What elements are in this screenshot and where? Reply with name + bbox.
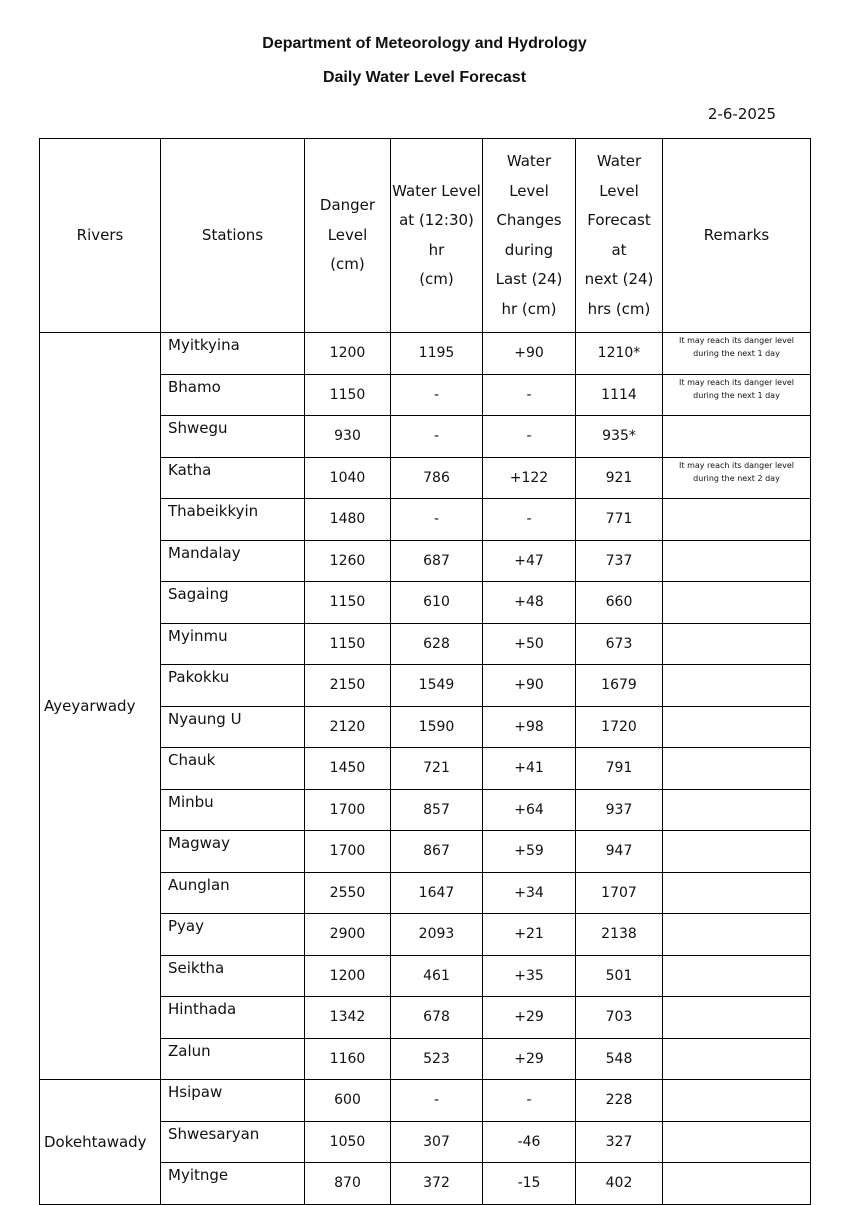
station-name: Seiktha: [161, 955, 305, 997]
remark-line: It may reach its danger level: [679, 460, 794, 470]
level-change-value: +90: [483, 333, 576, 375]
danger-level-value: 2150: [305, 665, 391, 707]
page-subtitle: Daily Water Level Forecast: [322, 69, 527, 86]
station-name: Aunglan: [161, 872, 305, 914]
danger-level-value: 870: [305, 1163, 391, 1205]
header-line: hrs (cm): [587, 299, 651, 318]
header-line: next (24): [584, 270, 654, 288]
forecast-value: 921: [576, 457, 663, 499]
forecast-value: 673: [576, 623, 663, 665]
water-level-value: 372: [391, 1163, 483, 1205]
remarks-cell: [663, 665, 811, 707]
station-name: Hinthada: [161, 997, 305, 1039]
remarks-cell: [663, 457, 811, 499]
forecast-value: 737: [576, 540, 663, 582]
water-level-value: 687: [391, 540, 483, 582]
col-header-remarks: Remarks: [663, 139, 811, 333]
station-name: Zalun: [161, 1038, 305, 1080]
remarks-cell: [663, 955, 811, 997]
danger-level-value: 2550: [305, 872, 391, 914]
level-change-value: +35: [483, 955, 576, 997]
header-line: Water: [506, 152, 552, 170]
remarks-cell: [663, 1163, 811, 1205]
danger-level-value: 1480: [305, 499, 391, 541]
remark-line: during the next 1 day: [693, 349, 780, 358]
forecast-value: 2138: [576, 914, 663, 956]
danger-level-value: 2120: [305, 706, 391, 748]
station-name: Pakokku: [161, 665, 305, 707]
station-name: Myinmu: [161, 623, 305, 665]
col-header-danger-level: [305, 139, 391, 333]
level-change-value: +21: [483, 914, 576, 956]
water-level-value: 678: [391, 997, 483, 1039]
header-line: Forecast: [587, 211, 651, 229]
station-name: Shwegu: [161, 416, 305, 458]
water-level-value: 1590: [391, 706, 483, 748]
river-name: Ayeyarwady: [40, 333, 161, 1080]
station-name: Nyaung U: [161, 706, 305, 748]
header-line: at: [611, 240, 627, 259]
col-header-forecast: [576, 139, 663, 333]
forecast-value: 947: [576, 831, 663, 873]
header-line: Last (24): [495, 270, 563, 288]
danger-level-value: 1342: [305, 997, 391, 1039]
station-name: Katha: [161, 457, 305, 499]
remark-line: during the next 1 day: [693, 390, 780, 400]
level-change-value: +48: [483, 582, 576, 624]
level-change-value: +47: [483, 540, 576, 582]
station-name: Magway: [161, 831, 305, 873]
level-change-value: -46: [483, 1121, 576, 1163]
station-name: Thabeikkyin: [161, 499, 305, 541]
remarks-cell: [663, 1121, 811, 1163]
danger-level-value: 1700: [305, 831, 391, 873]
header-line: hr (cm): [501, 299, 557, 318]
water-level-value: 1647: [391, 872, 483, 914]
remarks-cell: [663, 1080, 811, 1122]
remarks-cell: [663, 872, 811, 914]
danger-level-value: 1040: [305, 457, 391, 499]
level-change-value: +50: [483, 623, 576, 665]
station-name: Sagaing: [161, 582, 305, 624]
header-line: Water Level: [392, 181, 481, 200]
header-line: (cm): [419, 270, 454, 288]
table-header-row: [40, 139, 811, 333]
danger-level-value: 1450: [305, 748, 391, 790]
remarks-cell: [663, 1038, 811, 1080]
forecast-value: 1210*: [576, 333, 663, 375]
page-title: Department of Meteorology and Hydrology: [262, 35, 587, 52]
remarks-cell: [663, 333, 811, 375]
station-name: Pyay: [161, 914, 305, 956]
forecast-value: 548: [576, 1038, 663, 1080]
forecast-value: 660: [576, 582, 663, 624]
level-change-value: +122: [483, 457, 576, 499]
remarks-cell: [663, 499, 811, 541]
col-header-water-level: [391, 139, 483, 333]
water-level-value: 857: [391, 789, 483, 831]
water-level-value: 721: [391, 748, 483, 790]
forecast-value: 402: [576, 1163, 663, 1205]
danger-level-value: 1160: [305, 1038, 391, 1080]
water-level-value: 628: [391, 623, 483, 665]
river-name: Dokehtawady: [40, 1080, 161, 1205]
level-change-value: +59: [483, 831, 576, 873]
station-name: Chauk: [161, 748, 305, 790]
danger-level-value: 1700: [305, 789, 391, 831]
level-change-value: -: [483, 499, 576, 541]
station-name: Mandalay: [161, 540, 305, 582]
danger-level-value: 1150: [305, 582, 391, 624]
remarks-cell: [663, 706, 811, 748]
water-level-value: -: [391, 499, 483, 541]
remarks-cell: [663, 540, 811, 582]
remarks-cell: [663, 416, 811, 458]
danger-level-value: 1150: [305, 374, 391, 416]
level-change-value: +29: [483, 997, 576, 1039]
danger-level-value: 930: [305, 416, 391, 458]
water-level-value: 786: [391, 457, 483, 499]
station-name: Bhamo: [161, 374, 305, 416]
remark-line: during the next 2 day: [693, 473, 780, 483]
remark-line: It may reach its danger level: [679, 336, 794, 345]
danger-level-value: 600: [305, 1080, 391, 1122]
water-level-value: -: [391, 374, 483, 416]
remarks-cell: [663, 748, 811, 790]
forecast-value: 1679: [576, 665, 663, 707]
level-change-value: +29: [483, 1038, 576, 1080]
header-line: at (12:30) hr: [399, 211, 474, 259]
report-date: 2-6-2025: [707, 105, 776, 123]
header-line: Level: [509, 181, 549, 200]
water-level-value: 610: [391, 582, 483, 624]
col-header-stations: Stations: [161, 139, 305, 333]
header-line: Water: [596, 152, 642, 170]
station-name: Shwesaryan: [161, 1121, 305, 1163]
water-level-value: 2093: [391, 914, 483, 956]
level-change-value: +64: [483, 789, 576, 831]
remarks-cell: [663, 789, 811, 831]
danger-level-value: 1200: [305, 955, 391, 997]
header-line: Danger: [319, 196, 376, 215]
level-change-value: +90: [483, 665, 576, 707]
danger-level-value: 2900: [305, 914, 391, 956]
table-body: [40, 333, 811, 1205]
forecast-value: 771: [576, 499, 663, 541]
forecast-value: 1114: [576, 374, 663, 416]
station-name: Hsipaw: [161, 1080, 305, 1122]
water-level-value: -: [391, 1080, 483, 1122]
forecast-value: 791: [576, 748, 663, 790]
station-name: Myitnge: [161, 1163, 305, 1205]
remarks-cell: [663, 914, 811, 956]
col-header-changes: [483, 139, 576, 333]
remark-line: It may reach its danger level: [679, 377, 794, 387]
header-line: Changes: [496, 211, 562, 229]
water-level-value: 461: [391, 955, 483, 997]
water-level-value: 867: [391, 831, 483, 873]
header-line: (cm): [330, 255, 365, 274]
header-line: during: [504, 240, 554, 259]
forecast-value: 935*: [576, 416, 663, 458]
header-line: Level: [327, 225, 368, 244]
station-name: Minbu: [161, 789, 305, 831]
forecast-value: 327: [576, 1121, 663, 1163]
forecast-value: 1707: [576, 872, 663, 914]
forecast-value: 1720: [576, 706, 663, 748]
water-level-value: 523: [391, 1038, 483, 1080]
danger-level-value: 1260: [305, 540, 391, 582]
level-change-value: -: [483, 1080, 576, 1122]
forecast-value: 937: [576, 789, 663, 831]
water-level-value: -: [391, 416, 483, 458]
water-level-value: 1195: [391, 333, 483, 375]
station-name: Myitkyina: [161, 333, 305, 375]
table-row: [40, 333, 811, 375]
danger-level-value: 1200: [305, 333, 391, 375]
col-header-rivers: Rivers: [40, 139, 161, 333]
level-change-value: -: [483, 416, 576, 458]
level-change-value: +34: [483, 872, 576, 914]
level-change-value: -15: [483, 1163, 576, 1205]
danger-level-value: 1150: [305, 623, 391, 665]
remarks-cell: [663, 374, 811, 416]
level-change-value: +98: [483, 706, 576, 748]
forecast-value: 703: [576, 997, 663, 1039]
forecast-table: [39, 138, 811, 1205]
table-row: [40, 1080, 811, 1122]
remarks-cell: [663, 831, 811, 873]
level-change-value: +41: [483, 748, 576, 790]
remarks-cell: [663, 997, 811, 1039]
forecast-value: 501: [576, 955, 663, 997]
water-level-value: 307: [391, 1121, 483, 1163]
forecast-value: 228: [576, 1080, 663, 1122]
remarks-cell: [663, 582, 811, 624]
remarks-cell: [663, 623, 811, 665]
water-level-value: 1549: [391, 665, 483, 707]
level-change-value: -: [483, 374, 576, 416]
header-line: Level: [599, 181, 639, 200]
danger-level-value: 1050: [305, 1121, 391, 1163]
